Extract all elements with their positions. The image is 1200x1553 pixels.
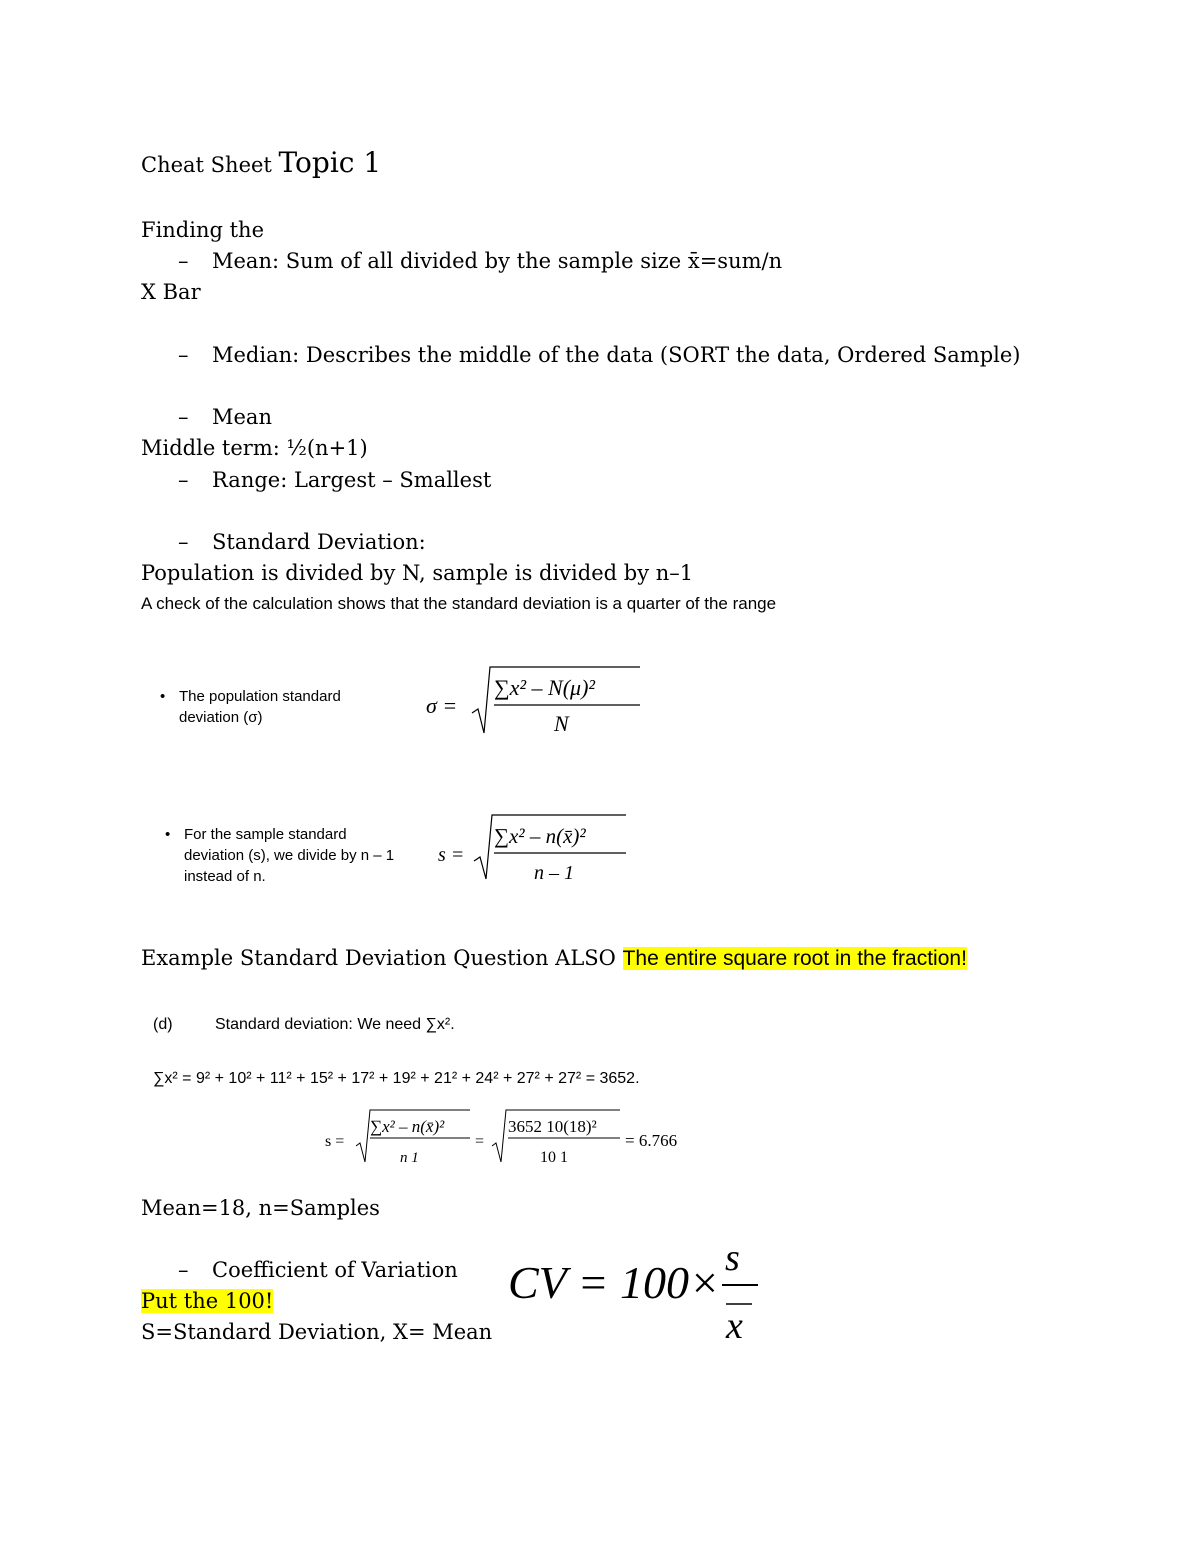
bullet-dot: • [160, 688, 166, 705]
worked-calculation [320, 1100, 700, 1175]
example-heading-text: Example Standard Deviation Question ALSO [141, 946, 623, 970]
cv-item: Coefficient of Variation [212, 1258, 458, 1282]
formula-pop-numerator: ∑x² – N(μ)² [494, 675, 596, 700]
calc-den2: 10 1 [540, 1149, 568, 1166]
formula-sample-numerator: ∑x² – n(x̄)² [494, 824, 586, 848]
dash-marker: – [178, 343, 189, 367]
formula-pop-lhs: σ = [426, 693, 458, 718]
sample-sd-formula [430, 805, 640, 890]
calc-den1: n 1 [400, 1150, 419, 1166]
mean-item-2: Mean [212, 405, 272, 429]
cv-den: x [726, 1305, 743, 1347]
sd-item: Standard Deviation: [212, 530, 426, 554]
range-item: Range: Largest – Smallest [212, 468, 492, 492]
x-bar-label: X Bar [141, 280, 201, 304]
finding-the: Finding the [141, 218, 265, 242]
bullet-pop-line1: The population standard [179, 688, 341, 705]
put-100-note [141, 1289, 273, 1313]
dash-marker: – [178, 249, 189, 273]
cv-formula [500, 1238, 780, 1348]
title-part1: Cheat Sheet [141, 153, 279, 177]
cv-num: s [725, 1238, 740, 1279]
dash-marker: – [178, 1258, 189, 1282]
middle-term: Middle term: ½(n+1) [141, 436, 368, 460]
part-d [153, 1016, 455, 1034]
page-title [141, 146, 381, 179]
bullet-pop-line2: deviation (σ) [179, 709, 263, 726]
bullet-sample-line2: deviation (s), we divide by n – 1 [184, 847, 395, 864]
s-x-definition: S=Standard Deviation, X= Mean [141, 1320, 493, 1344]
check-note: A check of the calculation shows that the standard deviation is a quarter of the range [141, 594, 777, 613]
formula-sample-denominator: n – 1 [534, 862, 574, 884]
dash-marker: – [178, 405, 189, 429]
calc-eq: = [475, 1133, 485, 1150]
example-heading-highlight: The entire square root in the fraction! [622, 947, 967, 970]
dash-marker: – [178, 530, 189, 554]
mean-n-line: Mean=18, n=Samples [141, 1196, 380, 1220]
population-sd-formula [420, 655, 660, 745]
pop-vs-sample: Population is divided by N, sample is divided by n–1 [141, 561, 694, 585]
formula-pop-denominator: N [554, 711, 569, 736]
calc-result: = 6.766 [625, 1131, 678, 1150]
example-heading [141, 946, 967, 971]
bullet-dot: • [165, 826, 171, 843]
bullet-sample-line3: instead of n. [184, 868, 266, 885]
sum-of-squares-line: ∑x² = 9² + 10² + 11² + 15² + 17² + 19² + 21² + 24² + 27² + 27² = 3652. [153, 1070, 640, 1087]
median-item: Median: Describes the middle of the data (SORT the data, Ordered Sample) [212, 343, 1021, 367]
calc-num2: 3652 10(18)² [508, 1117, 597, 1136]
formula-sample-lhs: s = [438, 844, 465, 866]
bullet-sample-line1: For the sample standard [184, 826, 347, 843]
put-100-highlight: Put the 100! [141, 1289, 274, 1313]
dash-marker: – [178, 468, 189, 492]
part-d-label: (d) [153, 1016, 173, 1033]
cv-lhs: CV = 100× [508, 1257, 721, 1308]
part-d-text: Standard deviation: We need ∑x². [215, 1016, 455, 1033]
calc-num1: ∑x² – n(x̄)² [370, 1117, 445, 1136]
title-part2: Topic 1 [278, 146, 382, 179]
mean-item: Mean: Sum of all divided by the sample size x̄=sum/n [212, 249, 783, 273]
calc-lhs: s = [325, 1133, 345, 1150]
